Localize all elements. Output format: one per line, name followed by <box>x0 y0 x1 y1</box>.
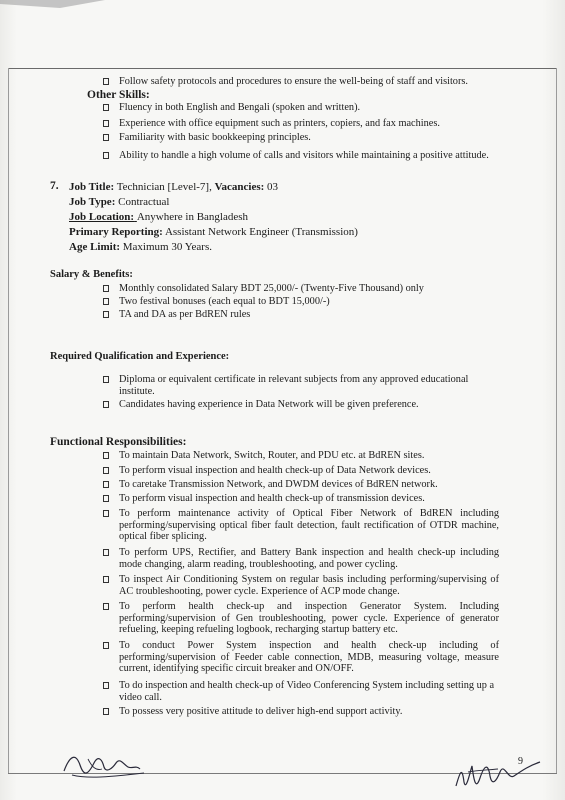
bullet-box <box>103 481 109 488</box>
bullet-box <box>103 708 109 715</box>
list-item: To perform maintenance activity of Optical Fiber Network of BdREN including performing/supervising optical fiber fault detection, fault rectification of OTDR machine, optical fiber splicing. <box>119 508 499 543</box>
list-item: Two festival bonuses (each equal to BDT 15,000/-) <box>119 296 330 307</box>
bullet-box <box>103 452 109 459</box>
bullet-box <box>103 549 109 556</box>
bullet-box <box>103 401 109 408</box>
job-title-label: Job Title: <box>69 181 115 193</box>
qualification-heading: Required Qualification and Experience: <box>50 351 230 362</box>
list-item: Fluency in both English and Bengali (spoken and written). <box>119 102 361 113</box>
reporting-line <box>69 226 358 239</box>
list-item: Familiarity with basic bookkeeping principles. <box>119 132 311 143</box>
bullet-box <box>103 576 109 583</box>
list-item: Follow safety protocols and procedures to ensure the well-being of staff and visitors. <box>119 76 468 87</box>
bullet-box <box>103 642 109 649</box>
other-skills-heading: Other Skills: <box>87 89 150 101</box>
age-limit-label: Age Limit: <box>69 241 121 253</box>
list-item: Ability to handle a high volume of calls and visitors while maintaining a positive attitude. <box>119 150 489 161</box>
salary-heading: Salary & Benefits: <box>50 269 133 280</box>
list-item: Candidates having experience in Data Network will be given preference. <box>119 399 419 410</box>
scan-corner-shadow <box>0 0 110 20</box>
right-margin-rule <box>556 68 557 773</box>
bullet-box <box>103 104 109 111</box>
vacancies-value: 03 <box>267 181 279 193</box>
bullet-box <box>103 495 109 502</box>
job-title-line <box>69 181 278 194</box>
list-item: To maintain Data Network, Switch, Router, and PDU etc. at BdREN sites. <box>119 450 425 461</box>
signature-right <box>448 752 548 797</box>
job-location-line <box>69 211 248 224</box>
page-number: 9 <box>518 756 523 767</box>
bullet-box <box>103 467 109 474</box>
list-item: To inspect Air Conditioning System on regular basis including performing/supervising of AC troubleshooting, power cycle. Experience of ACP mode change. <box>119 574 499 597</box>
vacancies-label: Vacancies: <box>214 181 265 193</box>
bullet-box <box>103 134 109 141</box>
list-item: To perform visual inspection and health check-up of transmission devices. <box>119 493 425 504</box>
job-title-value: Technician [Level-7], <box>116 181 212 193</box>
list-item: TA and DA as per BdREN rules <box>119 309 251 320</box>
list-item: To caretake Transmission Network, and DWDM devices of BdREN network. <box>119 479 438 490</box>
bullet-box <box>103 376 109 383</box>
age-limit-value: Maximum 30 Years. <box>122 241 212 253</box>
bullet-box <box>103 78 109 85</box>
job-type-line <box>69 196 169 209</box>
list-item: To conduct Power System inspection and health check-up including of performing/supervision of Feeder cable connection, MDB, measuring voltage, measure current, identifying specific circuit breaker and ON/OFF. <box>119 640 499 675</box>
job-location-label: Job Location: <box>69 211 135 223</box>
bullet-box <box>103 120 109 127</box>
list-item: Diploma or equivalent certificate in relevant subjects from any approved educational institute. <box>119 374 469 397</box>
list-item: To perform visual inspection and health check-up of Data Network devices. <box>119 465 431 476</box>
signature-left <box>58 745 148 785</box>
bullet-box <box>103 285 109 292</box>
header-rule <box>8 68 557 69</box>
left-margin-rule <box>8 68 9 773</box>
age-limit-line <box>69 241 212 254</box>
bullet-box <box>103 298 109 305</box>
bullet-box <box>103 311 109 318</box>
list-item: To do inspection and health check-up of Video Conferencing System including setting up a video call. <box>119 680 495 703</box>
list-item: Experience with office equipment such as printers, copiers, and fax machines. <box>119 118 440 129</box>
bullet-box <box>103 152 109 159</box>
list-item: Monthly consolidated Salary BDT 25,000/- (Twenty-Five Thousand) only <box>119 283 424 294</box>
reporting-label: Primary Reporting: <box>69 226 163 238</box>
list-item: To possess very positive attitude to deliver high-end support activity. <box>119 706 403 717</box>
bullet-box <box>103 603 109 610</box>
list-item: To perform health check-up and inspection Generator System. Including performing/supervision of Gen troubleshooting, power cycle. Experience of generator refueling, keeping refueling logbook, recharging startup battery etc. <box>119 601 499 636</box>
bullet-box <box>103 682 109 689</box>
list-item: To perform UPS, Rectifier, and Battery Bank inspection and health check-up including mode changing, alarm reading, troubleshooting, and power cycling. <box>119 547 499 570</box>
job-type-label: Job Type: <box>69 196 116 208</box>
job-number: 7. <box>50 180 59 192</box>
responsibilities-heading: Functional Responsibilities: <box>50 436 187 448</box>
job-location-value: Anywhere in Bangladesh <box>136 211 249 223</box>
job-type-value: Contractual <box>118 196 170 208</box>
bullet-box <box>103 510 109 517</box>
reporting-value: Assistant Network Engineer (Transmission) <box>164 226 358 238</box>
